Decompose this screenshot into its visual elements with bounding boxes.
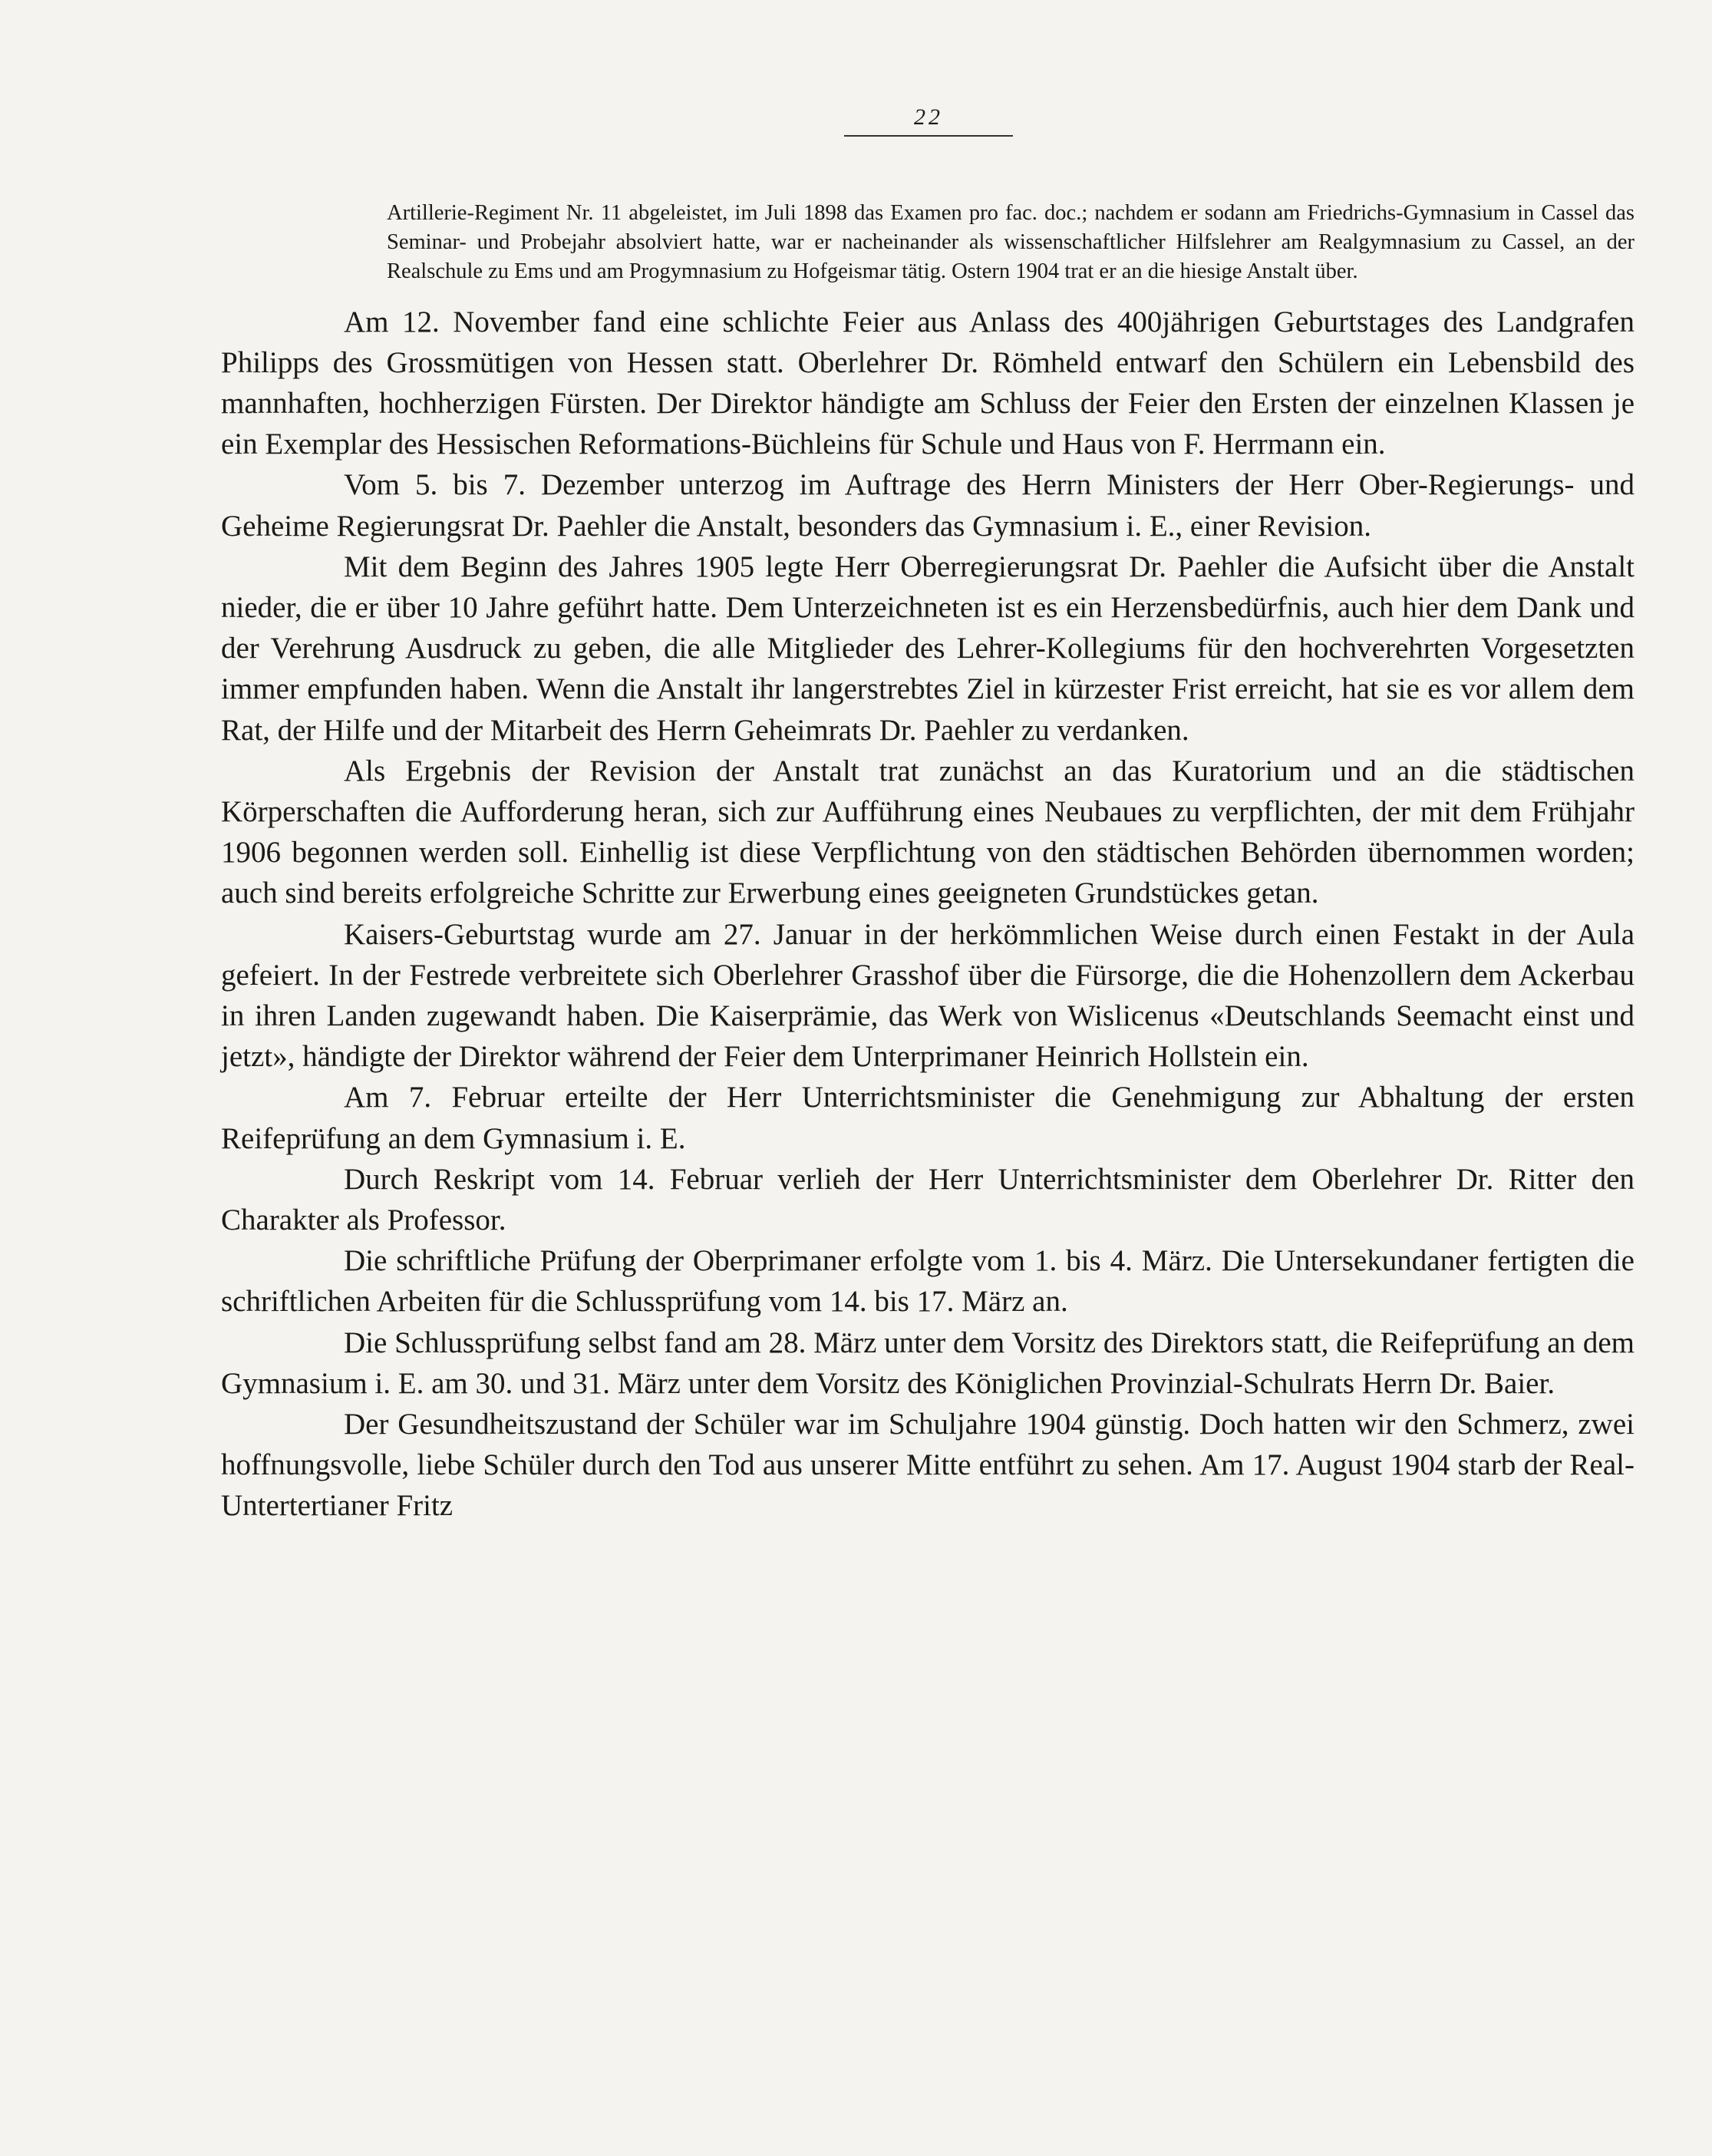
paragraph: Als Ergebnis der Revision der Anstalt trat zunächst an das Kuratorium und an die städtischen Körperschaften die Aufforderung heran, sich zur Aufführung eines Neubaues zu verpflichten, der mit dem Frühjahr 1906 begonnen werden soll. Einhellig ist diese Verpflichtung von den städtischen Behörden übernommen worden; auch sind bereits erfolgreiche Schritte zur Erwerbung eines geeigneten Grundstückes getan. <box>221 754 1634 910</box>
page-number: 22 <box>914 104 943 130</box>
header-rule <box>844 135 1013 137</box>
paragraph: Durch Reskript vom 14. Februar verlieh der Herr Unterrichtsminister dem Oberlehrer Dr. Ritter den Charakter als Professor. <box>221 1162 1634 1236</box>
page-content <box>221 177 1634 1527</box>
paragraph: Die schriftliche Prüfung der Oberprimaner erfolgte vom 1. bis 4. März. Die Untersekundaner fertigten die schriftlichen Arbeiten für die Schlussprüfung vom 14. bis 17. März an. <box>221 1244 1634 1319</box>
paragraph: Am 12. November fand eine schlichte Feier aus Anlass des 400jährigen Geburtstages des Landgrafen Philipps des Grossmütigen von Hessen statt. Oberlehrer Dr. Römheld entwarf den Schülern ein Lebensbild des mannhaften, hochherzigen Fürsten. Der Direktor händigte am Schluss der Feier den Ersten der einzelnen Klassen je ein Exemplar des Hessischen Reformations-Büchleins für Schule und Haus von F. Herrmann ein. <box>221 305 1634 461</box>
paragraph: Die Schlussprüfung selbst fand am 28. März unter dem Vorsitz des Direktors statt, die Reifeprüfung an dem Gymnasium i. E. am 30. und 31. März unter dem Vorsitz des Königlichen Provinzial-Schulrats Herrn Dr. Baier. <box>221 1326 1634 1400</box>
footnote-continuation: Artillerie-Regiment Nr. 11 abgeleistet, im Juli 1898 das Examen pro fac. doc.; nachdem er sodann am Friedrichs-Gymnasium in Cassel das Seminar- und Probejahr absolviert hatte, war er nacheinander als wissenschaftlicher Hilfslehrer am Realgymnasium zu Cassel, an der Realschule zu Ems und am Progymnasium zu Hofgeismar tätig. Ostern 1904 trat er an die hiesige Anstalt über. <box>387 200 1634 283</box>
paragraph: Kaisers-Geburtstag wurde am 27. Januar in der herkömmlichen Weise durch einen Festakt in der Aula gefeiert. In der Festrede verbreitete sich Oberlehrer Grasshof über die Fürsorge, die die Hohenzollern dem Ackerbau in ihren Landen zugewandt haben. Die Kaiserprämie, das Werk von Wislicenus «Deutschlands Seemacht einst und jetzt», händigte der Direktor während der Feier dem Unterprimaner Heinrich Hollstein ein. <box>221 917 1634 1074</box>
page-header <box>844 104 1013 137</box>
paragraph: Am 7. Februar erteilte der Herr Unterrichtsminister die Genehmigung zur Abhaltung der ersten Reifeprüfung an dem Gymnasium i. E. <box>221 1081 1634 1155</box>
paragraph: Mit dem Beginn des Jahres 1905 legte Herr Oberregierungsrat Dr. Paehler die Aufsicht über die Anstalt nieder, die er über 10 Jahre geführt hatte. Dem Unterzeichneten ist es ein Herzensbedürfnis, auch hier dem Dank und der Verehrung Ausdruck zu geben, die alle Mitglieder des Lehrer-Kollegiums für den hochverehrten Vorgesetzten immer empfunden haben. Wenn die Anstalt ihr langerstrebtes Ziel in kürzester Frist erreicht, hat sie es vor allem dem Rat, der Hilfe und der Mitarbeit des Herrn Geheimrats Dr. Paehler zu verdanken. <box>221 550 1634 747</box>
paragraph: Vom 5. bis 7. Dezember unterzog im Auftrage des Herrn Ministers der Herr Ober-Regierungs- und Geheime Regierungsrat Dr. Paehler die Anstalt, besonders das Gymnasium i. E., einer Revision. <box>221 468 1634 543</box>
paragraph: Der Gesundheitszustand der Schüler war im Schuljahre 1904 günstig. Doch hatten wir den Schmerz, zwei hoffnungsvolle, liebe Schüler durch den Tod aus unserer Mitte entführt zu sehen. Am 17. August 1904 starb der Real-Untertertianer Fritz <box>221 1407 1634 1523</box>
